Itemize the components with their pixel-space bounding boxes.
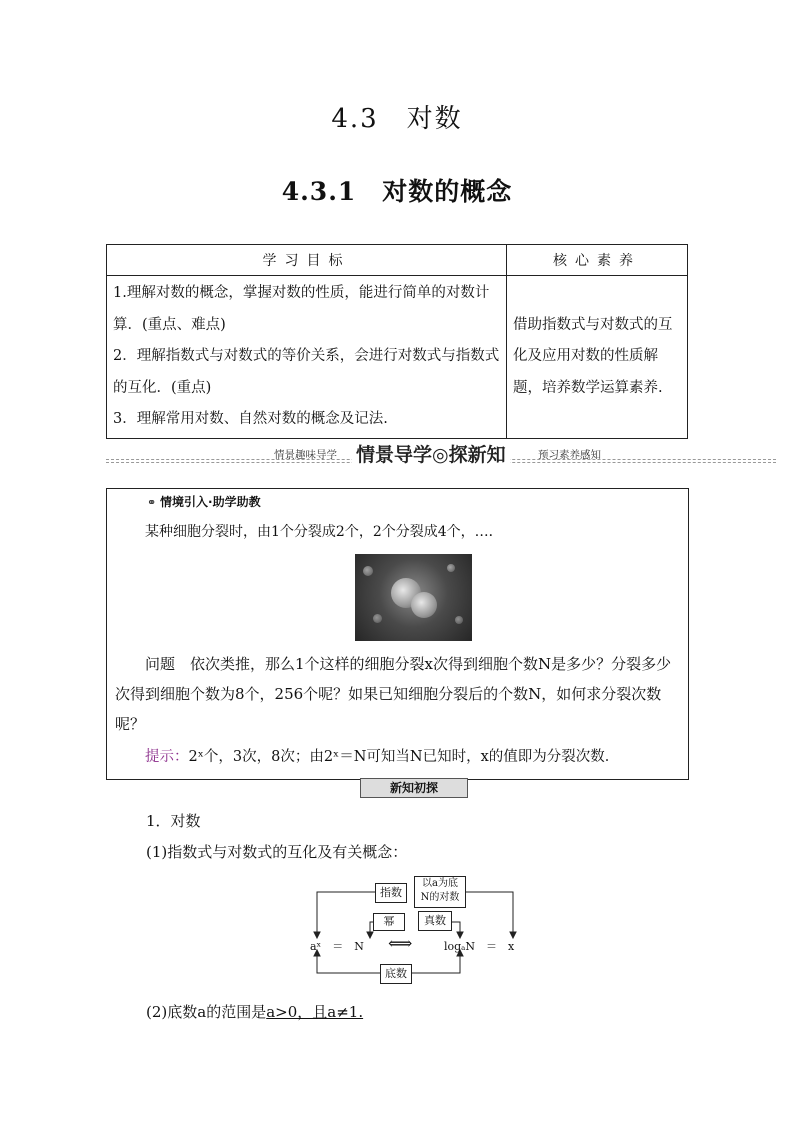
- goals-list: [107, 276, 507, 439]
- equivalence-arrow: ⟺: [388, 934, 413, 954]
- subsection-title: 4.3.1 对数的概念: [281, 177, 513, 206]
- intro-paragraph: 某种细胞分裂时，由1个分裂成2个，2个分裂成4个，…．: [145, 524, 503, 540]
- section-banner: [106, 440, 776, 466]
- log-exp-diagram: [300, 872, 530, 984]
- core-header: 核心素养: [507, 245, 688, 276]
- new-knowledge-label: 新知初探: [360, 778, 468, 798]
- banner-title: 情景导学◎探新知: [352, 440, 510, 467]
- item-2: (2)底数a的范围是a>0，且a≠1.: [146, 1003, 364, 1021]
- intro-box: [106, 488, 689, 780]
- goals-header: 学习目标: [107, 245, 507, 276]
- hint-text: 2ˣ个，3次，8次；由2ˣ＝N可知当N已知时，x的值即为分裂次数．: [188, 749, 620, 765]
- intro-tag: ⚭ 情境引入·助学助教: [147, 495, 261, 509]
- banner-right-label: 预习素养感知: [538, 449, 601, 461]
- intro-question: 问题 依次类推，那么1个这样的细胞分裂x次得到细胞个数N是多少？分裂多少次得到细胞个数为8个，256个呢？如果已知细胞分裂后的个数N，如何求分裂次数呢？: [115, 655, 672, 733]
- goal-item: 1.理解对数的概念，掌握对数的性质，能进行简单的对数计算．(重点、难点): [113, 285, 490, 333]
- hint-label: 提示：: [145, 749, 189, 765]
- exp-equation: aˣ ＝ N: [310, 940, 364, 953]
- log-box: 以a为底 N的对数: [414, 876, 466, 908]
- goals-table: [106, 244, 688, 439]
- true-number-box: 真数: [418, 911, 452, 931]
- intro-hint: [145, 745, 619, 766]
- section-title: 4.3 对数: [331, 104, 463, 134]
- goal-item: 2．理解指数式与对数式的等价关系，会进行对数式与指数式的互化．(重点): [113, 348, 500, 396]
- index-box: 指数: [375, 883, 407, 903]
- base-range: a>0，且a≠1.: [266, 1003, 364, 1021]
- item-1-sub: (1)指数式与对数式的互化及有关概念：: [146, 843, 408, 861]
- goal-item: 3．理解常用对数、自然对数的概念及记法.: [113, 411, 388, 427]
- handshake-icon: ⚭: [147, 496, 161, 509]
- cell-division-image: [355, 554, 472, 641]
- log-equation: logₐN ＝ x: [444, 940, 515, 953]
- banner-left-label: 情景趣味导学: [274, 449, 337, 461]
- base-box: 底数: [380, 964, 412, 984]
- power-box: 幂: [373, 913, 405, 931]
- core-text: 借助指数式与对数式的互化及应用对数的性质解题，培养数学运算素养.: [507, 276, 688, 439]
- item-1-heading: 1．对数: [146, 812, 201, 830]
